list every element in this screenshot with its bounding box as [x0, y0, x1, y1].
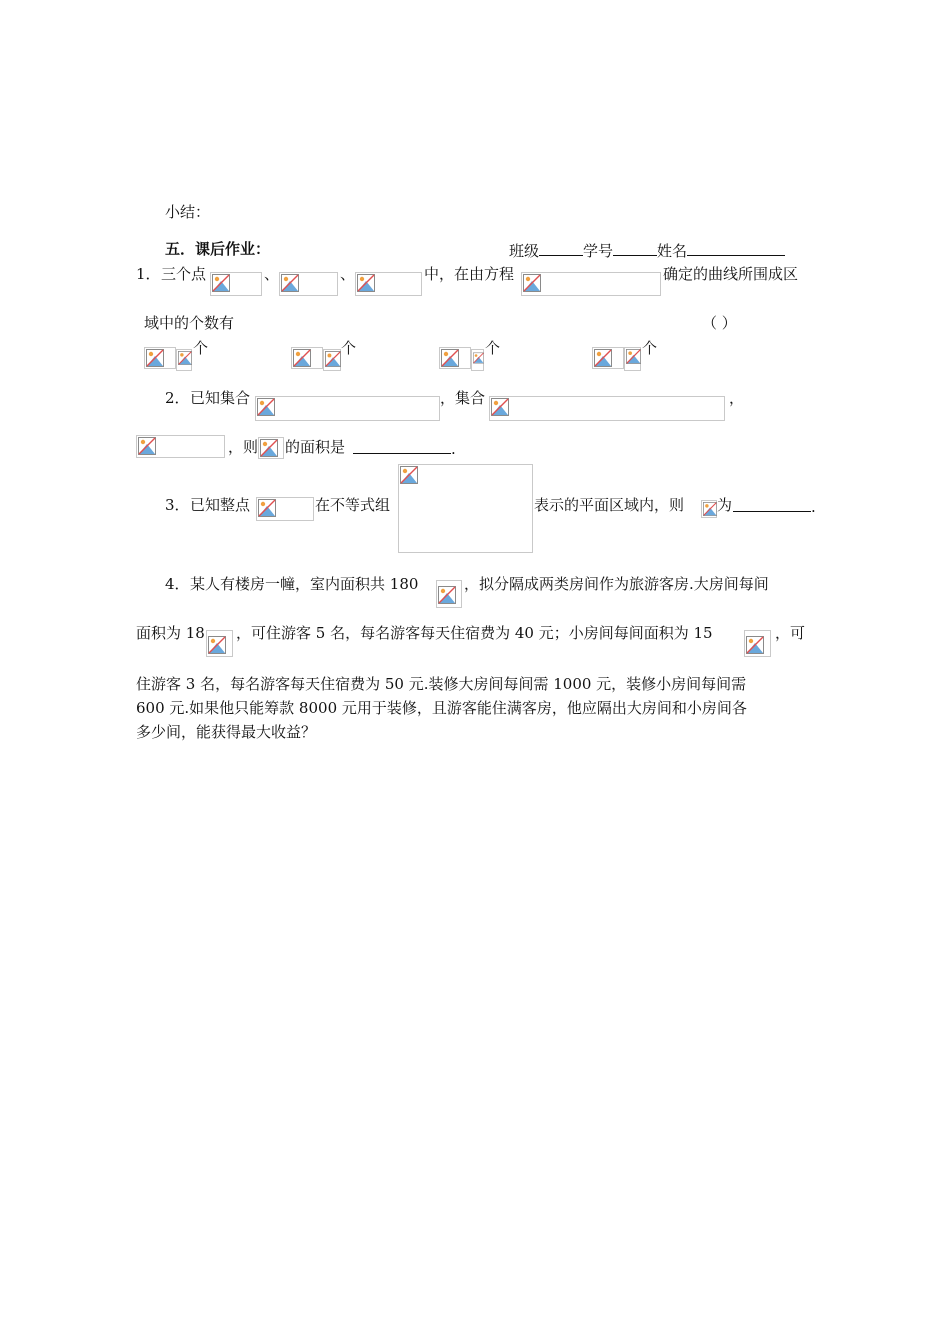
q3-text-1: 已知整点	[190, 496, 251, 514]
image-placeholder-icon	[746, 636, 764, 654]
q4-line-2b: ，可住游客 5 名，每名游客每天住宿费为 40 元；小房间每间面积为 15	[236, 624, 713, 642]
q4-number: 4．	[165, 575, 190, 593]
area-blank	[353, 437, 451, 454]
image-placeholder-icon	[491, 398, 509, 416]
q3-text-3: 表示的平面区域内，则	[534, 496, 685, 514]
homework-heading: 五．课后作业：	[165, 240, 271, 258]
name-blank	[687, 239, 785, 256]
name-label: 姓名	[657, 242, 688, 260]
image-placeholder-icon	[281, 274, 299, 292]
image-placeholder-icon	[626, 349, 641, 364]
point-image-3	[355, 272, 422, 296]
q4-line-1b: ，拟分隔成两类房间作为旅游客房.大房间每间	[464, 575, 769, 593]
image-placeholder-icon	[178, 351, 192, 365]
option-b-image-1	[291, 347, 323, 369]
unit-m2-image-2	[206, 630, 233, 657]
unit-m2-image-3	[744, 630, 771, 657]
class-blank	[539, 239, 583, 256]
set-b-image	[489, 396, 725, 421]
image-placeholder-icon	[212, 274, 230, 292]
q2-text-2: ，集合	[440, 389, 486, 407]
point-p-image	[256, 497, 314, 521]
image-placeholder-icon	[357, 274, 375, 292]
image-placeholder-icon	[325, 351, 341, 367]
image-placeholder-icon	[438, 586, 456, 604]
q2-number: 2．	[165, 389, 190, 407]
point-image-2	[279, 272, 338, 296]
q4-line-4: 600 元.如果他只能筹款 8000 元用于装修，且游客能住满客房，他应隔出大房间和小房间各	[136, 699, 747, 717]
option-d-image-1	[592, 347, 624, 369]
image-placeholder-icon	[146, 349, 164, 367]
option-a-unit: 个	[193, 339, 209, 357]
point-image-1	[210, 272, 262, 296]
region-image	[258, 437, 284, 459]
q2-text-1: 已知集合	[190, 389, 251, 407]
q3-period: .	[811, 498, 816, 516]
q1-text-1: 三个点	[161, 265, 207, 283]
q2-period: .	[451, 440, 456, 458]
image-placeholder-icon	[523, 274, 541, 292]
q3-text-4: 为	[717, 496, 733, 514]
image-placeholder-icon	[703, 502, 717, 516]
image-placeholder-icon	[594, 349, 612, 367]
option-d-image-2	[624, 347, 641, 371]
q2-comma: ，	[729, 389, 745, 407]
q2-answer-line	[353, 437, 456, 459]
image-placeholder-icon	[400, 466, 418, 484]
q4-line-5: 多少间，能获得最大收益？	[136, 723, 317, 741]
option-c-unit: 个	[485, 339, 501, 357]
q2-text-4: 的面积是	[285, 438, 346, 456]
q3-answer-line	[733, 495, 816, 517]
q1-separator-1: 、	[264, 265, 280, 283]
q1-answer-paren: （ ）	[702, 314, 737, 332]
student-info-line	[509, 239, 785, 261]
unit-m2-image-1	[436, 580, 462, 608]
option-c-image-1	[439, 347, 471, 369]
q4-line-2c: ，可	[775, 624, 806, 642]
image-placeholder-icon	[138, 437, 156, 455]
q4-line-3: 住游客 3 名，每名游客每天住宿费为 50 元.装修大房间每间需 1000 元，装修小房间每间需	[136, 675, 747, 693]
image-placeholder-icon	[293, 349, 311, 367]
q1-text-4: 域中的个数有	[144, 314, 235, 332]
image-placeholder-icon	[473, 351, 484, 365]
image-placeholder-icon	[441, 349, 459, 367]
image-placeholder-icon	[258, 499, 276, 517]
set-a-image	[255, 396, 440, 421]
q3-number: 3．	[165, 496, 190, 514]
option-a-image-1	[144, 347, 176, 369]
summary-label: 小结：	[165, 203, 211, 221]
variable-image	[701, 500, 717, 518]
q4-line-2a: 面积为 18	[136, 624, 205, 642]
image-placeholder-icon	[260, 439, 278, 457]
q2-text-3: ，则	[228, 438, 259, 456]
option-a-image-2	[176, 349, 192, 371]
q1-text-3: 确定的曲线所围成区	[663, 265, 799, 283]
set-m-image	[136, 435, 225, 458]
option-b-image-2	[323, 349, 341, 371]
answer-blank	[733, 495, 811, 512]
number-label: 学号	[583, 242, 614, 260]
option-c-image-2	[471, 349, 484, 371]
q1-number: 1．	[136, 265, 161, 283]
option-d-unit: 个	[642, 339, 658, 357]
equation-image	[521, 272, 661, 296]
class-label: 班级	[509, 242, 540, 260]
option-b-unit: 个	[341, 339, 357, 357]
inequality-system-image	[398, 464, 533, 553]
q1-separator-2: 、	[340, 265, 356, 283]
number-blank	[613, 239, 657, 256]
image-placeholder-icon	[208, 636, 226, 654]
q3-text-2: 在不等式组	[315, 496, 391, 514]
q1-text-2: 中，在由方程	[424, 265, 515, 283]
q4-line-1a: 某人有楼房一幢，室内面积共 180	[190, 575, 419, 593]
image-placeholder-icon	[257, 398, 275, 416]
